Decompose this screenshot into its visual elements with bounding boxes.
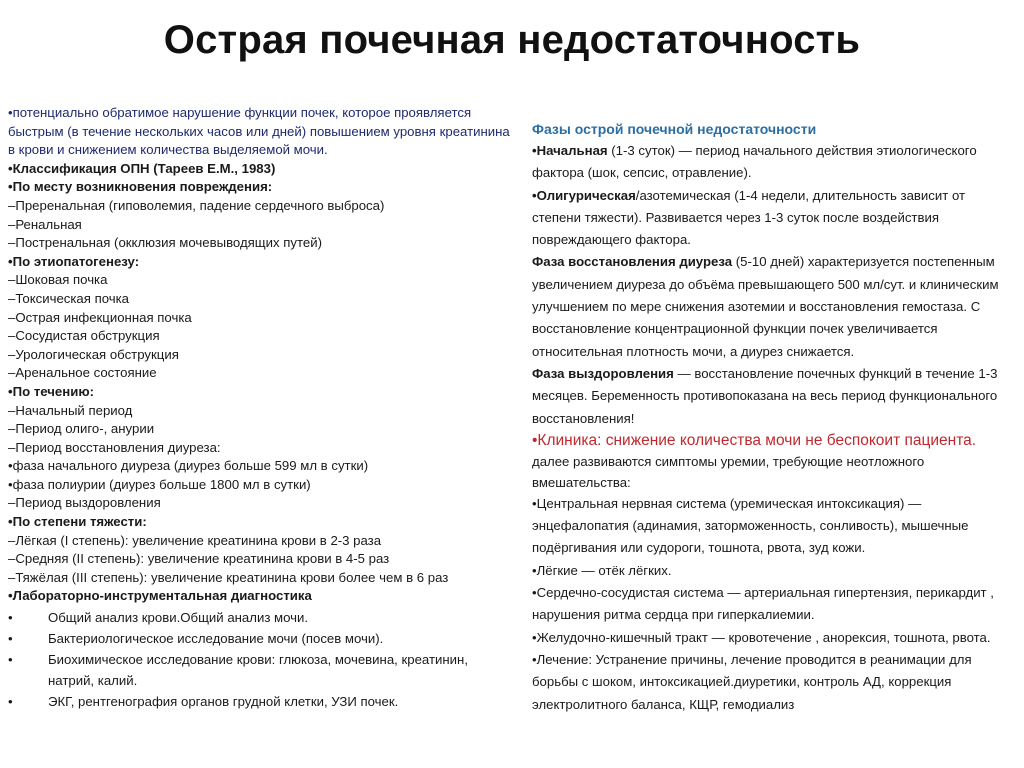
phase-oliguric: •Олигурическая/азотемическая (1-4 недели, длительность зависит от степени тяжести). Развивается через 1-3 суток после воздействия повреждающего фактора. (532, 187, 966, 248)
phase-initial: •Начальная (1-3 суток) — период начального действия этиологического фактора (шок, сепсис, отравление). (532, 143, 977, 181)
list-item: –Тяжёлая (III степень): увеличение креатинина крови более чем в 6 раз (8, 569, 449, 585)
list-item: –Лёгкая (I степень): увеличение креатинина крови в 2-3 раза (8, 532, 382, 548)
classification-heading: •Классификация ОПН (Тареев Е.М., 1983) (8, 160, 276, 176)
right-column (532, 118, 1012, 716)
by-place-heading: •По месту возникновения повреждения: (8, 179, 273, 195)
list-item: • Общий анализ крови.Общий анализ мочи. (8, 608, 513, 629)
cardio-symptoms: •Сердечно-сосудистая система — артериальная гипертензия, перикардит , нарушения ритма сердца при гиперкалиемии. (532, 585, 994, 623)
bullet-icon: • (8, 610, 13, 626)
left-column (8, 104, 513, 713)
list-item: –Урологическая обструкция (8, 346, 179, 362)
list-item: •фаза полиурии (диурез больше 1800 мл в сутки) (8, 476, 311, 492)
clinic-paragraph: •Клиника: снижение количества мочи не беспокоит пациента. далее развиваются симптомы уремии, требующие неотложного вмешательства: (532, 431, 977, 490)
list-item: –Шоковая почка (8, 272, 108, 288)
cns-symptoms: •Центральная нервная система (уремическая интоксикация) — энцефалопатия (адинамия, заторможенность, сонливость), мышечные подёргивания или судороги, тошнота, рвота, зуд кожи. (532, 495, 969, 556)
list-item: • Бактериологическое исследование мочи (посев мочи). (8, 629, 513, 650)
list-item: –Период выздоровления (8, 495, 161, 511)
list-item: –Острая инфекционная почка (8, 309, 192, 325)
list-item: –Сосудистая обструкция (8, 328, 160, 344)
list-item: –Начальный период (8, 402, 133, 418)
bullet-icon: • (8, 693, 13, 709)
by-severity-heading: •По степени тяжести: (8, 514, 147, 530)
page-title: Острая почечная недостаточность (163, 18, 861, 62)
list-item: –Преренальная (гиповолемия, падение сердечного выброса) (8, 197, 385, 213)
list-item: –Аренальное состояние (8, 365, 157, 381)
treatment-text: •Лечение: Устранение причины, лечение проводится в реанимации для борьбы с шоком, интоксикацией.диуретики, контроль АД, коррекция электролитного баланса, КЩР, гемодиализ (532, 651, 972, 712)
by-course-heading: •По течению: (8, 383, 94, 399)
phase-recovery: Фаза выздоровления — восстановление почечных функций в течение 1-3 месяцев. Беременность противопоказана на весь период функционального восстановления! (532, 365, 998, 426)
list-item: –Средняя (II степень): увеличение креатинина крови в 4-5 раз (8, 551, 390, 567)
list-item: –Токсическая почка (8, 290, 130, 306)
definition-text: •потенциально обратимое нарушение функции почек, которое проявляется быстрым (в течение нескольких часов или дней) повышением уровня креатинина в крови и снижением количества выделяемой мочи. (8, 105, 510, 158)
phase-diuresis-recovery: Фаза восстановления диуреза (5-10 дней) характеризуется постепенным увеличением диуреза до объёма превышающего 500 мл/сут. и клиническим улучшением по мере снижения азотемии и восстановления гемостаза. С восстановление концентрационной функции почек увеличивается относительная плотность мочи, а диурез снижается. (532, 254, 999, 359)
lab-list (8, 608, 513, 712)
bullet-icon: • (8, 631, 13, 647)
list-item: –Период олиго-, анурии (8, 421, 155, 437)
list-item: • ЭКГ, рентгенография органов грудной клетки, УЗИ почек. (8, 692, 513, 713)
clinic-heading: •Клиника: снижение количества мочи не беспокоит пациента. (532, 431, 977, 449)
by-etiology-heading: •По этиопатогенезу: (8, 253, 140, 269)
phases-heading: Фазы острой почечной недостаточности (532, 121, 817, 137)
list-item: –Постренальная (окклюзия мочевыводящих путей) (8, 235, 323, 251)
list-item: • Биохимическое исследование крови: глюкоза, мочевина, креатинин, натрий, калий. (8, 652, 468, 688)
list-item: –Период восстановления диуреза: (8, 439, 221, 455)
lab-heading: •Лабораторно-инструментальная диагностика (8, 588, 312, 604)
list-item: •фаза начального диуреза (диурез больше 599 мл в сутки) (8, 458, 369, 474)
bullet-icon: • (8, 652, 13, 668)
list-item: –Ренальная (8, 216, 82, 232)
lung-symptoms: •Лёгкие — отёк лёгких. (532, 562, 672, 578)
gi-symptoms: •Желудочно-кишечный тракт — кровотечение , анорексия, тошнота, рвота. (532, 629, 991, 645)
